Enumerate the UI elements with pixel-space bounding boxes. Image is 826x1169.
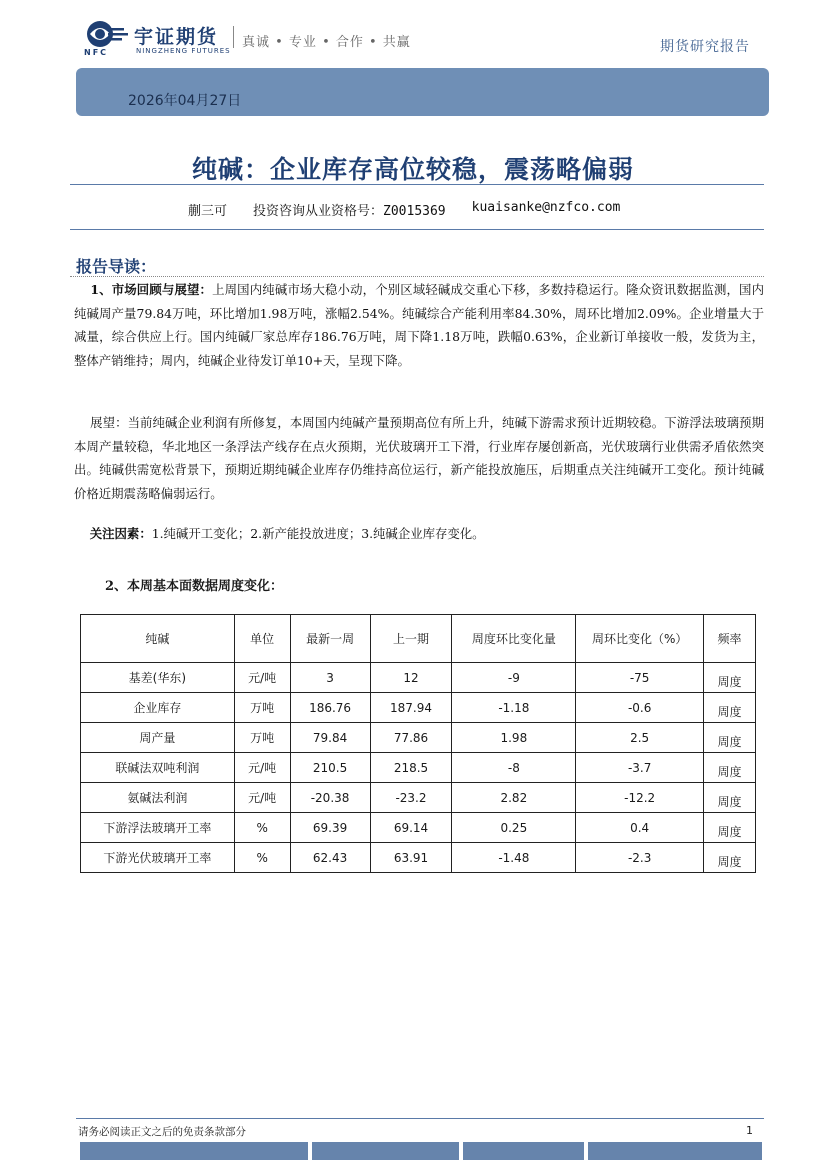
- table-cell: 77.86: [370, 723, 452, 753]
- table-row: [81, 753, 756, 783]
- table-cell: 186.76: [290, 693, 370, 723]
- company-name-cn: 宇证期货: [134, 26, 219, 48]
- table-cell: 下游光伏玻璃开工率: [81, 843, 235, 873]
- page-header: [0, 0, 826, 66]
- table-cell: 企业库存: [81, 693, 235, 723]
- table-cell: 63.91: [370, 843, 452, 873]
- table-cell: 基差(华东): [81, 663, 235, 693]
- focus-factors-text: 1.纯碱开工变化；2.新产能投放进度；3.纯碱企业库存变化。: [151, 526, 485, 541]
- company-name-en: NINGZHENG FUTURES: [136, 47, 231, 55]
- focus-factors-lead: 关注因素：: [89, 526, 152, 541]
- table-cell: 0.25: [452, 813, 576, 843]
- table-cell: -23.2: [370, 783, 452, 813]
- table-cell: %: [234, 843, 290, 873]
- table-row: [81, 693, 756, 723]
- table-cell: 12: [370, 663, 452, 693]
- table-cell: 万吨: [234, 723, 290, 753]
- table-header-cell: 周度环比变化量: [452, 615, 576, 663]
- table-cell: 周产量: [81, 723, 235, 753]
- company-slogan: 真诚 • 专业 • 合作 • 共赢: [242, 35, 411, 50]
- table-cell: 元/吨: [234, 753, 290, 783]
- table-header-row: [81, 615, 756, 663]
- table-cell: 62.43: [290, 843, 370, 873]
- table-cell: 下游浮法玻璃开工率: [81, 813, 235, 843]
- table-cell: 210.5: [290, 753, 370, 783]
- table-header-cell: 纯碱: [81, 615, 235, 663]
- logo-abbreviation: NFC: [84, 48, 109, 57]
- table-cell: 1.98: [452, 723, 576, 753]
- section-dotted-rule: [70, 276, 764, 277]
- table-cell: 69.39: [290, 813, 370, 843]
- market-review-paragraph: [74, 278, 764, 372]
- title-divider-bottom: [70, 229, 764, 230]
- table-cell: 0.4: [576, 813, 704, 843]
- author-info: [188, 200, 620, 219]
- table-cell: 元/吨: [234, 663, 290, 693]
- table-header-cell: 最新一周: [290, 615, 370, 663]
- table-cell: 周度: [704, 813, 756, 843]
- table-cell: 周度: [704, 783, 756, 813]
- table-cell: -20.38: [290, 783, 370, 813]
- author-name: 蒯三可: [188, 204, 228, 219]
- table-cell: -3.7: [576, 753, 704, 783]
- table-cell: 周度: [704, 753, 756, 783]
- market-review-text: 上周国内纯碱市场大稳小动，个别区域轻碱成交重心下移，多数持稳运行。隆众资讯数据监测，国内纯碱周产量79.84万吨，环比增加1.98万吨，涨幅2.54%。纯碱综合产能利用率84.30%，周环比增加2.09%。企业增量大于减量，综合供应上行。国内纯碱厂家总库存186.76万吨，周下降1.18万吨，跌幅0.63%，企业新订单接收一般，发货为主，整体产销维持；周内，纯碱企业待发订单10+天，呈现下降。: [74, 282, 764, 368]
- table-cell: 3: [290, 663, 370, 693]
- table-cell: -1.48: [452, 843, 576, 873]
- weekly-data-table: [80, 614, 756, 873]
- table-cell: 79.84: [290, 723, 370, 753]
- table-cell: -8: [452, 753, 576, 783]
- market-review-lead: 1、市场回顾与展望：: [90, 282, 213, 297]
- table-cell: -2.3: [576, 843, 704, 873]
- report-type-label: 期货研究报告: [660, 39, 750, 55]
- table-cell: 2.5: [576, 723, 704, 753]
- author-license: 投资咨询从业资格号：Z0015369: [253, 204, 446, 219]
- table-cell: -1.18: [452, 693, 576, 723]
- table-cell: 氨碱法利润: [81, 783, 235, 813]
- table-cell: -12.2: [576, 783, 704, 813]
- section-heading: 报告导读：: [76, 257, 157, 276]
- table-cell: 187.94: [370, 693, 452, 723]
- table-cell: -9: [452, 663, 576, 693]
- table-row: [81, 723, 756, 753]
- date-banner: [76, 68, 769, 116]
- footer-divider: [76, 1118, 764, 1119]
- header-divider: [233, 26, 234, 48]
- table-row: [81, 663, 756, 693]
- author-email[interactable]: kuaisanke@nzfco.com: [471, 200, 621, 215]
- table-cell: 周度: [704, 723, 756, 753]
- table-header-cell: 单位: [234, 615, 290, 663]
- footer-decorative-band: [80, 1142, 762, 1160]
- table-cell: 218.5: [370, 753, 452, 783]
- table-row: [81, 813, 756, 843]
- report-date: 2026年04月27日: [128, 93, 242, 109]
- outlook-paragraph: [74, 411, 764, 505]
- table-cell: 周度: [704, 663, 756, 693]
- table-row: [81, 783, 756, 813]
- table-cell: 联碱法双吨利润: [81, 753, 235, 783]
- table-cell: 周度: [704, 843, 756, 873]
- table-cell: 万吨: [234, 693, 290, 723]
- table-cell: -75: [576, 663, 704, 693]
- table-cell: -0.6: [576, 693, 704, 723]
- table-header-cell: 上一期: [370, 615, 452, 663]
- table-header-cell: 周环比变化（%）: [576, 615, 704, 663]
- focus-factors-paragraph: [74, 522, 764, 546]
- report-title: 纯碱：企业库存高位较稳，震荡略偏弱: [191, 155, 634, 184]
- table-cell: 2.82: [452, 783, 576, 813]
- table-cell: 69.14: [370, 813, 452, 843]
- table-cell: 周度: [704, 693, 756, 723]
- table-cell: %: [234, 813, 290, 843]
- table-row: [81, 843, 756, 873]
- company-logo: [84, 20, 234, 60]
- page-number: 1: [746, 1124, 753, 1137]
- weekly-data-heading: 2、本周基本面数据周度变化：: [105, 579, 284, 594]
- footer-disclaimer: 请务必阅读正文之后的免责条款部分: [78, 1126, 246, 1138]
- table-header-cell: 频率: [704, 615, 756, 663]
- title-divider-top: [70, 184, 764, 185]
- outlook-text: 展望：当前纯碱企业利润有所修复，本周国内纯碱产量预期高位有所上升，纯碱下游需求预计近期较稳。下游浮法玻璃预期本周产量较稳，华北地区一条浮法产线存在点火预期，光伏玻璃开工下滑，行业库存屡创新高，光伏玻璃行业供需矛盾依然突出。纯碱供需宽松背景下，预期近期纯碱企业库存仍维持高位运行，新产能投放施压，后期重点关注纯碱开工变化。预计纯碱价格近期震荡略偏弱运行。: [74, 415, 764, 501]
- table-cell: 元/吨: [234, 783, 290, 813]
